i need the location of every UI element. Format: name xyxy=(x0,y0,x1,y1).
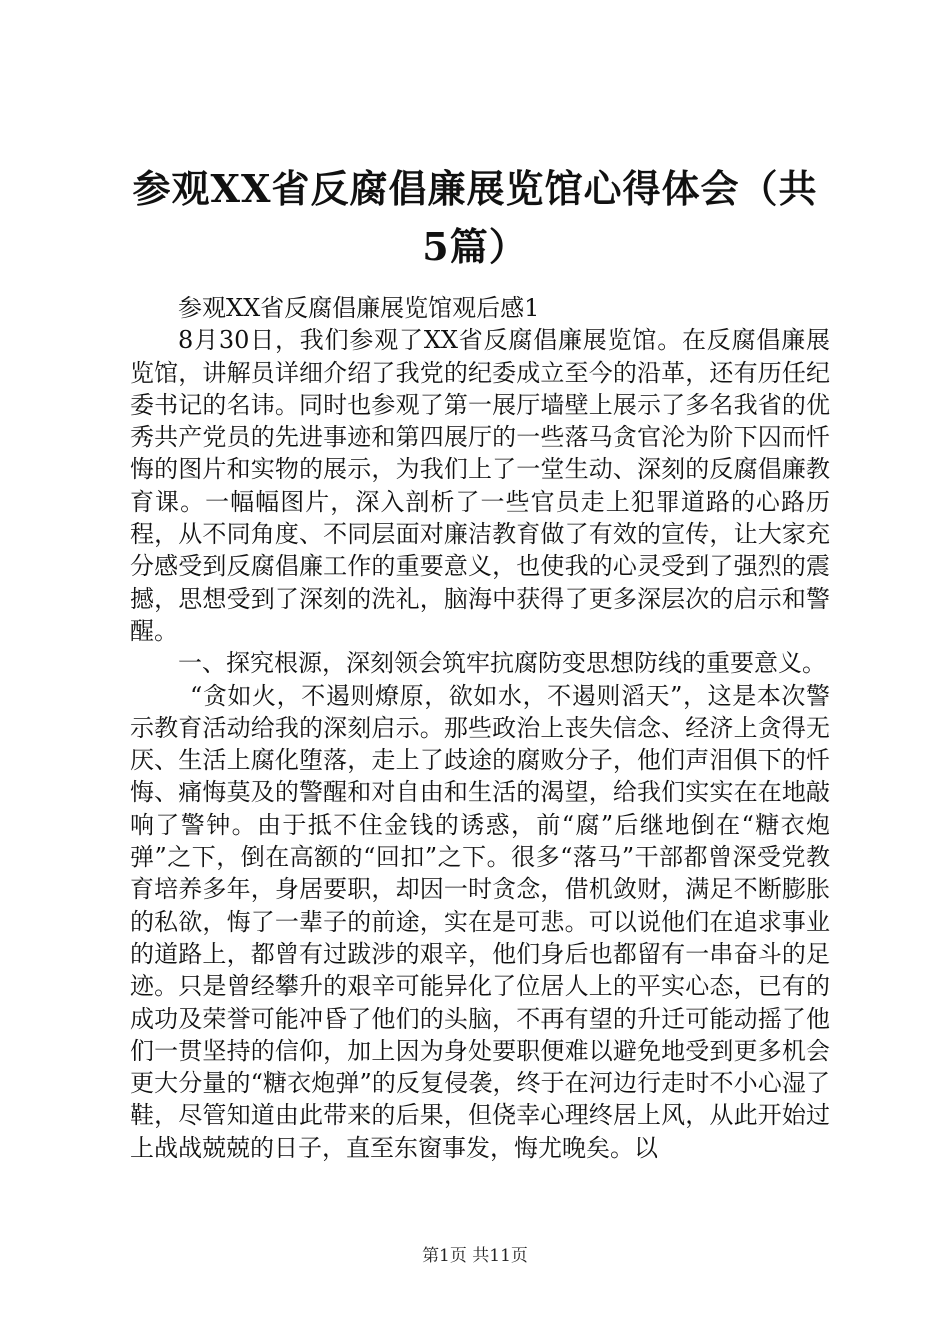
body-paragraph: “贪如火，不遏则燎原，欲如水，不遏则滔天”，这是本次警示教育活动给我的深刻启示。那些政治上丧失信念、经济上贪得无厌、生活上腐化堕落，走上了歧途的腐败分子，他们声泪俱下的忏悔、痛悔莫及的警醒和对自由和生活的渴望，给我们实实在在地敲响了警钟。由于抵不住金钱的诱惑，前“腐”后继地倒在“糖衣炮弹”之下，倒在高额的“回扣”之下。很多“落马”干部都曾深受党教育培养多年，身居要职，却因一时贪念，借机敛财，满足不断膨胀的私欲，悔了一辈子的前途，实在是可悲。可以说他们在追求事业的道路上，都曾有过跋涉的艰辛，他们身后也都留有一串奋斗的足迹。只是曾经攀升的艰辛可能异化了位居人上的平实心态，已有的成功及荣誉可能冲昏了他们的头脑，不再有望的升迁可能动摇了他们一贯坚持的信仰，加上因为身处要职便难以避免地受到更多机会更大分量的“糖衣炮弹”的反复侵袭，终于在河边行走时不小心湿了鞋，尽管知道由此带来的后果，但侥幸心理终居上风，从此开始过上战战兢兢的日子，直至东窗事发，悔尤晚矣。以 xyxy=(130,681,830,1162)
document-body xyxy=(130,292,830,1164)
body-paragraph: 8月30日，我们参观了XX省反腐倡廉展览馆。在反腐倡廉展览馆，讲解员详细介绍了我党的纪委成立至今的沿革，还有历任纪委书记的名讳。同时也参观了第一展厅墙壁上展示了多名我省的优秀共产党员的先进事迹和第四展厅的一些落马贪官沦为阶下囚而忏悔的图片和实物的展示，为我们上了一堂生动、深刻的反腐倡廉教育课。一幅幅图片，深入剖析了一些官员走上犯罪道路的心路历程，从不同角度、不同层面对廉洁教育做了有效的宣传，让大家充分感受到反腐倡廉工作的重要意义，也使我的心灵受到了强烈的震撼，思想受到了深刻的洗礼，脑海中获得了更多深层次的启示和警醒。 xyxy=(130,326,830,645)
page-footer: 第1页 共11页 xyxy=(422,1246,528,1266)
document-title: 参观XX省反腐倡廉展览馆心得体会（共5篇） xyxy=(132,166,818,269)
section-subtitle: 参观XX省反腐倡廉展览馆观后感1 xyxy=(178,294,540,322)
section-heading: 一、探究根源，深刻领会筑牢抗腐防变思想防线的重要意义。 xyxy=(178,649,826,678)
